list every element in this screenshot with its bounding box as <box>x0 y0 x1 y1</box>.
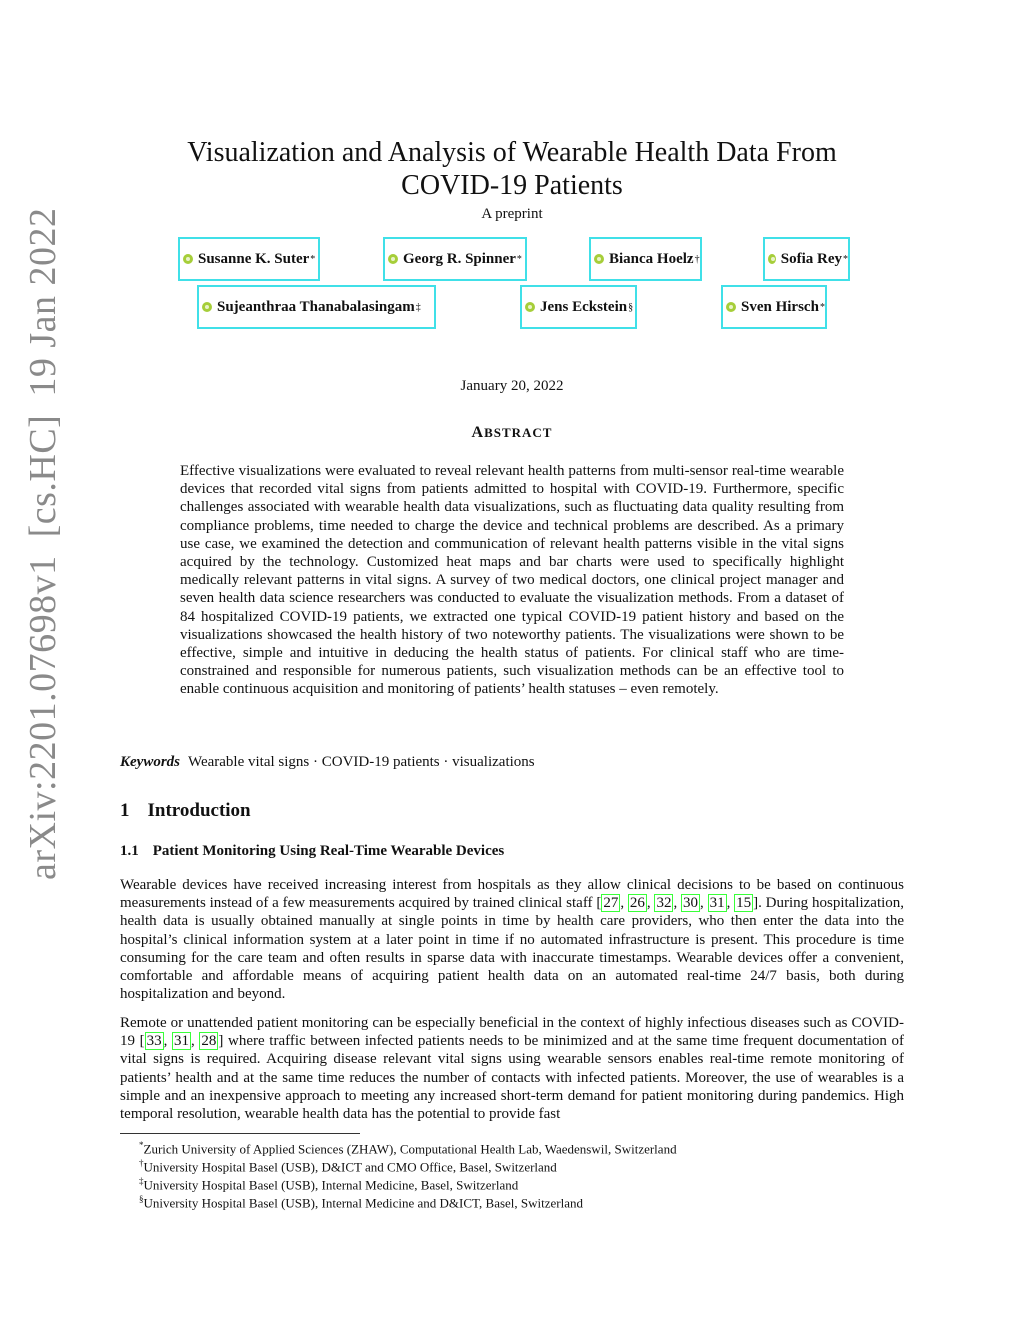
paragraph-text: Wearable devices have received increasing interest from hospitals as they allow clinical decisions to be based on continuous measurements instead of a few measurements acquired by trained clinical staff [ <box>120 877 904 912</box>
subsection-title: Patient Monitoring Using Real-Time Wearable Devices <box>152 843 505 859</box>
citation-link[interactable]: 31 <box>174 1033 190 1050</box>
author-link-thanabalasingam[interactable] <box>197 285 436 329</box>
citation-link[interactable]: 33 <box>146 1033 162 1050</box>
affiliation-mark: † <box>694 253 700 265</box>
arxiv-sidebar-stamp <box>17 207 69 880</box>
footnote-text: University Hospital Basel (USB), Internal Medicine, Basel, Switzerland <box>143 1177 519 1193</box>
citation-link[interactable]: 32 <box>656 895 672 912</box>
orcid-icon <box>726 302 736 312</box>
subsection-number: 1.1 <box>120 843 139 859</box>
citation-link[interactable]: 31 <box>709 895 725 912</box>
affiliation-mark: * <box>310 253 316 265</box>
orcid-icon <box>388 254 398 264</box>
author-link-rey[interactable] <box>763 237 850 281</box>
affiliation-mark: * <box>843 253 848 265</box>
subsection-heading <box>120 843 504 860</box>
citation-link[interactable]: 30 <box>683 895 699 912</box>
footnote <box>139 1191 583 1211</box>
author-name: Bianca Hoelz <box>609 250 694 267</box>
title-line-1: Visualization and Analysis of Wearable Health Data From <box>187 137 837 168</box>
orcid-icon <box>183 254 193 264</box>
preprint-label: A preprint <box>481 206 543 222</box>
affiliation-mark: * <box>516 253 522 265</box>
paragraph-1: Wearable devices have received increasing interest from hospitals as they allow clinical decisions to be based on continuous measurements instead of a few measurements acquired by trained clinical staff [ 27 , 26 , 32 , 30 , 31 , 15 ]. During hospitalization, health data is usually obtained manually at single points in time by health care providers, who then enter the data into the hospital’s clinical information system at a later point in time if no automated infrastructure is present. This procedure is time consuming for the care team and often results in sparse data with inaccurate timestamps. Wearable devices offer a convenient, comfortable and affordable means of acquiring patient health data on an automated real-time 24/7 basis, both during hospitalization and beyond. <box>120 877 905 1003</box>
arxiv-id: arXiv:2201.07698v1 <box>22 555 64 880</box>
section-number: 1 <box>120 800 130 821</box>
paper-title <box>120 136 904 202</box>
abstract-text: Effective visualizations were evaluated to reveal relevant health patterns from multi-sensor real-time wearable devices that recorded vital signs from patients admitted to hospital with COVID-19. Furthermore, specific challenges associated with wearable health data visualizations, such as fluctuating data quality resulting from compliance problems, time needed to charge the device and technical problems are described. As a primary use case, we examined the detection and communication of relevant health patterns visible in the vital signs acquired by the technology. Customized heat maps and bar charts were used to specifically highlight medically relevant patterns in vital signs. A survey of two medical doctors, one clinical project manager and seven health data science researchers was conducted to evaluate the visualization methods. From a dataset of 84 hospitalized COVID-19 patients, we extracted one typical COVID-19 patient history and based on the visualizations showcased the health history of two noteworthy patients. The visualizations were shown to be effective, simple and intuitive in deducing the health status of patients. For clinical staff who are time-constrained and responsible for numerous patients, such visualization methods can be an effective tool to enable continuous acquisition and monitoring of patients’ health statuses – even remotely. <box>180 463 844 698</box>
keywords-line <box>120 754 535 771</box>
footnote-text: Zurich University of Applied Sciences (ZHAW), Computational Health Lab, Waedenswil, Switzerland <box>143 1141 677 1157</box>
author-name: Sven Hirsch <box>741 298 819 315</box>
footnote-mark: § <box>139 1194 144 1204</box>
author-link-eckstein[interactable] <box>520 285 637 329</box>
citation-link[interactable]: 27 <box>603 895 619 912</box>
abstract-heading <box>120 424 904 442</box>
arxiv-category: [cs.HC] <box>22 414 64 538</box>
paragraph-text: ]. During hospitalization, health data is usually obtained manually at single points in time by health care providers, who then enter the data into the hospital’s clinical information system at a later point in time if no automated infrastructure is present. This procedure is time consuming for the care team and often results in sparse data with inaccurate timestamps. Wearable devices offer a convenient, comfortable and affordable means of acquiring patient health data on an automated real-time 24/7 basis, both during hospitalization and beyond. <box>120 895 905 1003</box>
affiliation-mark: ‡ <box>415 301 421 313</box>
orcid-icon <box>202 302 212 312</box>
citation-link[interactable]: 28 <box>201 1033 217 1050</box>
footnote-mark: * <box>139 1140 144 1150</box>
citation-link[interactable]: 15 <box>736 895 752 912</box>
citation-link[interactable]: 26 <box>629 895 645 912</box>
affiliation-mark: * <box>819 301 825 313</box>
section-heading <box>120 800 251 822</box>
keywords-label: Keywords <box>120 754 180 770</box>
arxiv-date: 19 Jan 2022 <box>22 207 64 397</box>
author-name: Susanne K. Suter <box>198 250 310 267</box>
orcid-icon <box>525 302 535 312</box>
affiliation-mark: § <box>628 301 634 313</box>
section-title: Introduction <box>147 800 251 821</box>
footnote-text: University Hospital Basel (USB), Internal Medicine and D&ICT, Basel, Switzerland <box>143 1195 583 1211</box>
author-link-hoelz[interactable] <box>589 237 702 281</box>
title-line-2: COVID-19 Patients <box>401 170 623 201</box>
abstract-heading-rest: BSTRACT <box>484 425 553 440</box>
orcid-icon <box>594 254 604 264</box>
footnote-mark: ‡ <box>139 1176 144 1186</box>
footnote-text: University Hospital Basel (USB), D&ICT and CMO Office, Basel, Switzerland <box>143 1159 557 1175</box>
abstract-heading-initial: A <box>471 424 485 441</box>
author-name: Georg R. Spinner <box>403 250 516 267</box>
keywords-text: Wearable vital signs · COVID-19 patients · visualizations <box>188 754 535 770</box>
author-name: Sofia Rey <box>780 250 842 267</box>
orcid-icon <box>768 254 776 264</box>
footnote-mark: † <box>139 1158 144 1168</box>
author-link-hirsch[interactable] <box>721 285 827 329</box>
author-name: Sujeanthraa Thanabalasingam <box>217 298 415 315</box>
paragraph-text: ] where traffic between infected patients needs to be minimized and at the same time frequent documentation of vital signs is required. Acquiring disease relevant vital signs using wearable sensors enables real-time remote monitoring of patients’ health and at the same time reduces the number of contacts with infected patients. Moreover, the use of wearables is a simple and an inexpensive approach to meeting any increased short-term demand for patient monitoring during pandemics. High temporal resolution, wearable health data has the potential to provide fast <box>120 1033 905 1123</box>
footnote-rule <box>120 1133 360 1134</box>
paragraph-2: Remote or unattended patient monitoring can be especially beneficial in the context of highly infectious diseases such as COVID-19 [ 33 , 31 , 28 ] where traffic between infected patients needs to be minimized and at the same time frequent documentation of vital signs is required. Acquiring disease relevant vital signs using wearable sensors enables real-time remote monitoring of patients’ health and at the same time reduces the number of contacts with infected patients. Moreover, the use of wearables is a simple and an inexpensive approach to meeting any increased short-term demand for patient monitoring during pandemics. High temporal resolution, wearable health data has the potential to provide fast <box>120 1015 905 1123</box>
author-name: Jens Eckstein <box>540 298 628 315</box>
paper-date: January 20, 2022 <box>460 378 564 394</box>
author-link-spinner[interactable] <box>383 237 527 281</box>
author-link-suter[interactable] <box>178 237 320 281</box>
paragraph-text: Remote or unattended patient monitoring can be especially beneficial in the context of highly infectious diseases such as COVID-19 [ <box>120 1015 904 1050</box>
